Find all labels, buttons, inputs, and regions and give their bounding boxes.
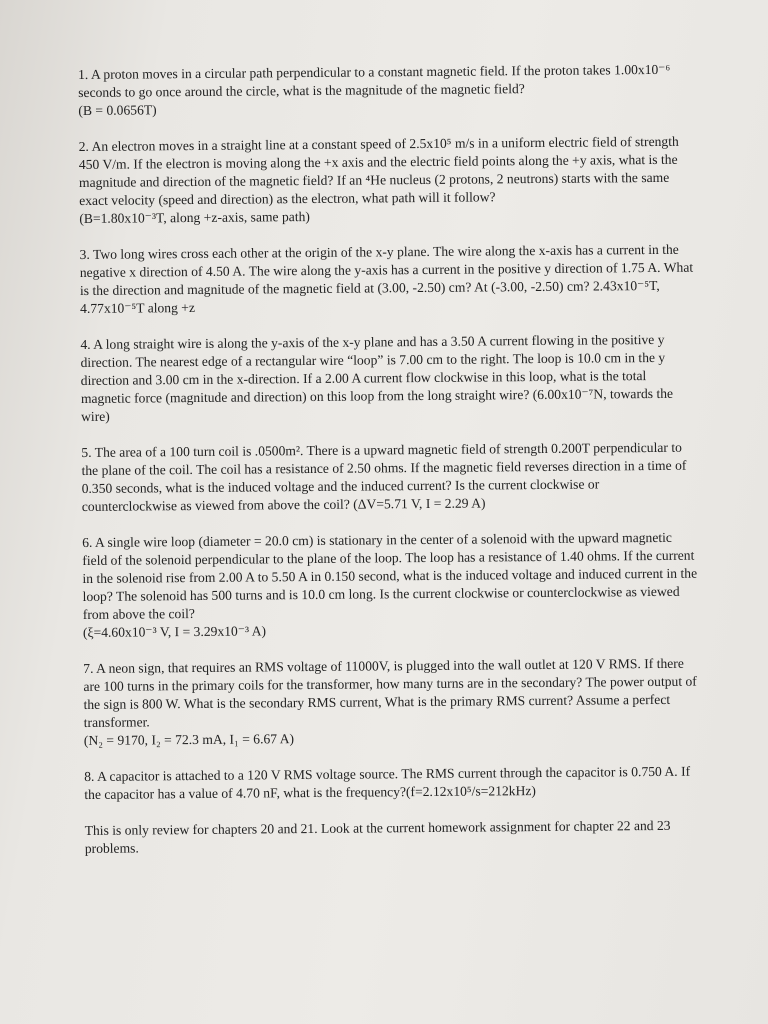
problem-5 bbox=[81, 439, 697, 516]
problem-2-answer: (B=1.80x10⁻³T, along +z-axis, same path) bbox=[79, 208, 310, 226]
problem-8 bbox=[84, 763, 699, 804]
problem-4 bbox=[80, 331, 696, 426]
problem-7-text: 7. A neon sign, that requires an RMS voltage of 11000V, is plugged into the wall outlet at 120 V RMS. If there are 100 turns in the primary coils for the transformer, how many turns are in the secondary? The power output of the sign is 800 W. What is the secondary RMS current, What is the primary RMS current? Assume a perfect transformer. bbox=[83, 655, 697, 730]
problem-list bbox=[78, 61, 700, 858]
problem-3-text: 3. Two long wires cross each other at the origin of the x-y plane. The wire along the x-axis has a current in the negative x direction of 4.50 A. The wire along the y-axis has a current in the positive y direction of 1.75 A. What is the direction and magnitude of the magnetic field at (3.00, -2.50) cm? At (-3.00, -2.50) cm? 2.43x10⁻⁵T, 4.77x10⁻⁵T along +z bbox=[79, 241, 694, 316]
problem-4-text: 4. A long straight wire is along the y-axis of the x-y plane and has a 3.50 A current flowing in the positive y direction. The nearest edge of a rectangular wire “loop” is 7.00 cm to the right. The loop is 10.0 cm in the y direction and 3.00 cm in the x-direction. If a 2.00 A current flow clockwise in this loop, what is the total magnetic force (magnitude and direction) on this loop from the long straight wire? (6.00x10⁻⁷N, towards the wire) bbox=[80, 331, 674, 424]
problem-1-answer: (B = 0.0656T) bbox=[78, 102, 157, 118]
problem-8-text: 8. A capacitor is attached to a 120 V RMS voltage source. The RMS current through the capacitor is 0.750 A. If the capacitor has a value of 4.70 nF, what is the frequency?(f=2.12x10⁵/s=212kHz) bbox=[84, 763, 691, 802]
problem-7 bbox=[83, 655, 699, 750]
problem-2-text: 2. An electron moves in a straight line at a constant speed of 2.5x10⁵ m/s in a uniform electric field of strength 450 V/m. If the electron is moving along the +x axis and the electric field points along the +y axis, what is the magnitude and direction of the magnetic field? If an ⁴He nucleus (2 protons, 2 neutrons) starts with the same exact velocity (speed and direction) as the electron, what path will it follow? bbox=[78, 133, 679, 208]
review-note: This is only review for chapters 20 and 21. Look at the current homework assignment for chapter 22 and 23 problems. bbox=[84, 817, 671, 856]
problem-3 bbox=[80, 241, 696, 318]
problem-6-text: 6. A single wire loop (diameter = 20.0 cm) is stationary in the center of a solenoid with the upward magnetic field of the solenoid perpendicular to the plane of the loop. The loop has a resistance of 1.40 ohms. If the current in the solenoid rise from 2.00 A to 5.50 A in 0.150 second, what is the induced voltage and induced current in the loop? The solenoid has 500 turns and is 10.0 cm long. Is the current clockwise or counterclockwise as viewed from above the coil? bbox=[82, 529, 698, 622]
problem-1-text: 1. A proton moves in a circular path perpendicular to a constant magnetic field. If the proton takes 1.00x10⁻⁶ seconds to go once around the circle, what is the magnitude of the magnetic field? bbox=[78, 61, 671, 100]
problem-2 bbox=[79, 133, 695, 228]
problem-5-text: 5. The area of a 100 turn coil is .0500m². There is a upward magnetic field of strength 0.200T perpendicular to the plane of the coil. The coil has a resistance of 2.50 ohms. If the magnetic field reverses direction in a time of 0.350 seconds, what is the induced voltage and the induced current? Is the current clockwise or counterclockwise as viewed from above the coil? (ΔV=5.71 V, I = 2.29 A) bbox=[81, 439, 687, 514]
problem-6 bbox=[82, 529, 698, 642]
problem-1 bbox=[78, 61, 693, 120]
problem-6-answer: (ξ=4.60x10⁻³ V, I = 3.29x10⁻³ A) bbox=[82, 623, 267, 640]
problem-7-answer: (N₂ = 9170, I₂ = 72.3 mA, I₁ = 6.67 A) bbox=[83, 731, 295, 748]
